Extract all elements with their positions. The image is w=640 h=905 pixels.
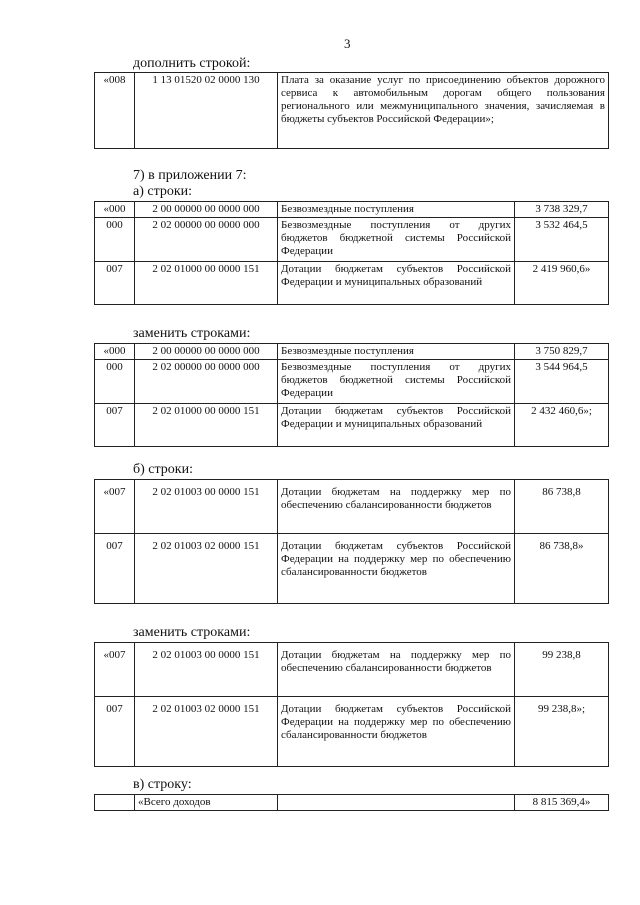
table-row <box>95 534 609 604</box>
row-amount-cell: 99 238,8»; <box>515 697 609 767</box>
row-classification-cell: 2 02 01000 00 0000 151 <box>135 262 278 305</box>
subsection-heading-a-replace: заменить строками: <box>133 326 251 341</box>
table-b-old <box>94 479 609 604</box>
row-description-cell: Плата за оказание услуг по присоединению объектов дорожного сервиса к автомобильным дорогам общего пользования регионального или межмуниципального значения, зачисляемая в бюджеты субъектов Российской Федерации»; <box>278 73 609 149</box>
section-heading-appendix-7: 7) в приложении 7: <box>133 168 247 183</box>
row-classification-cell: 2 02 01003 00 0000 151 <box>135 643 278 697</box>
row-description-cell: Дотации бюджетам на поддержку мер по обеспечению сбалансированности бюджетов <box>278 643 515 697</box>
table-row <box>95 480 609 534</box>
row-description-cell: Дотации бюджетам субъектов Российской Федерации на поддержку мер по обеспечению сбалансированности бюджетов <box>278 697 515 767</box>
page-number: 3 <box>344 36 351 51</box>
table-row <box>95 262 609 305</box>
row-classification-cell: 2 02 00000 00 0000 000 <box>135 360 278 404</box>
row-amount-cell: 2 419 960,6» <box>515 262 609 305</box>
row-description-cell: Дотации бюджетам на поддержку мер по обеспечению сбалансированности бюджетов <box>278 480 515 534</box>
row-amount-cell: 99 238,8 <box>515 643 609 697</box>
row-amount-cell: 3 544 964,5 <box>515 360 609 404</box>
row-description-cell: Безвозмездные поступления <box>278 344 515 360</box>
row-classification-cell: 2 02 00000 00 0000 000 <box>135 218 278 262</box>
row-amount-cell: 8 815 369,4» <box>515 795 609 811</box>
row-classification-cell: 2 00 00000 00 0000 000 <box>135 344 278 360</box>
row-code-cell: «000 <box>95 202 135 218</box>
table-row <box>95 404 609 447</box>
row-classification-cell: 2 02 01000 00 0000 151 <box>135 404 278 447</box>
subsection-heading-b: б) строки: <box>133 462 193 477</box>
row-classification-cell: 2 00 00000 00 0000 000 <box>135 202 278 218</box>
row-classification-cell: 1 13 01520 02 0000 130 <box>135 73 278 149</box>
row-description-cell: Дотации бюджетам субъектов Российской Федерации и муниципальных образований <box>278 404 515 447</box>
row-classification-cell: 2 02 01003 02 0000 151 <box>135 534 278 604</box>
row-code-cell: 000 <box>95 360 135 404</box>
table-b-new <box>94 642 609 767</box>
row-amount-cell: 3 738 329,7 <box>515 202 609 218</box>
section-heading-add-row: дополнить строкой: <box>133 56 251 71</box>
table-row <box>95 344 609 360</box>
table-a-old <box>94 201 609 305</box>
table-row <box>95 795 609 811</box>
subsection-heading-a: а) строки: <box>133 184 193 199</box>
row-amount-cell: 3 532 464,5 <box>515 218 609 262</box>
row-classification-cell: «Всего доходов <box>135 795 278 811</box>
table-v <box>94 794 609 811</box>
table-a-new <box>94 343 609 447</box>
add-row-table <box>94 72 609 149</box>
row-code-cell: «007 <box>95 643 135 697</box>
table-row <box>95 218 609 262</box>
row-amount-cell: 2 432 460,6»; <box>515 404 609 447</box>
row-code-cell: «008 <box>95 73 135 149</box>
row-classification-cell: 2 02 01003 00 0000 151 <box>135 480 278 534</box>
row-code-cell: 007 <box>95 404 135 447</box>
row-description-cell: Безвозмездные поступления <box>278 202 515 218</box>
table-row <box>95 202 609 218</box>
row-code-cell: 007 <box>95 262 135 305</box>
row-code-cell: 007 <box>95 697 135 767</box>
row-amount-cell: 86 738,8» <box>515 534 609 604</box>
row-description-cell: Безвозмездные поступления от других бюджетов бюджетной системы Российской Федерации <box>278 360 515 404</box>
table-row <box>95 697 609 767</box>
row-code-cell: «007 <box>95 480 135 534</box>
table-row <box>95 643 609 697</box>
row-code-cell <box>95 795 135 811</box>
row-code-cell: 007 <box>95 534 135 604</box>
row-description-cell: Дотации бюджетам субъектов Российской Федерации и муниципальных образований <box>278 262 515 305</box>
row-description-cell <box>278 795 515 811</box>
table-row <box>95 360 609 404</box>
row-amount-cell: 3 750 829,7 <box>515 344 609 360</box>
row-code-cell: 000 <box>95 218 135 262</box>
row-description-cell: Безвозмездные поступления от других бюджетов бюджетной системы Российской Федерации <box>278 218 515 262</box>
row-code-cell: «000 <box>95 344 135 360</box>
row-classification-cell: 2 02 01003 02 0000 151 <box>135 697 278 767</box>
row-description-cell: Дотации бюджетам субъектов Российской Федерации на поддержку мер по обеспечению сбалансированности бюджетов <box>278 534 515 604</box>
subsection-heading-v: в) строку: <box>133 777 192 792</box>
subsection-heading-b-replace: заменить строками: <box>133 625 251 640</box>
row-amount-cell: 86 738,8 <box>515 480 609 534</box>
table-row <box>95 73 609 149</box>
